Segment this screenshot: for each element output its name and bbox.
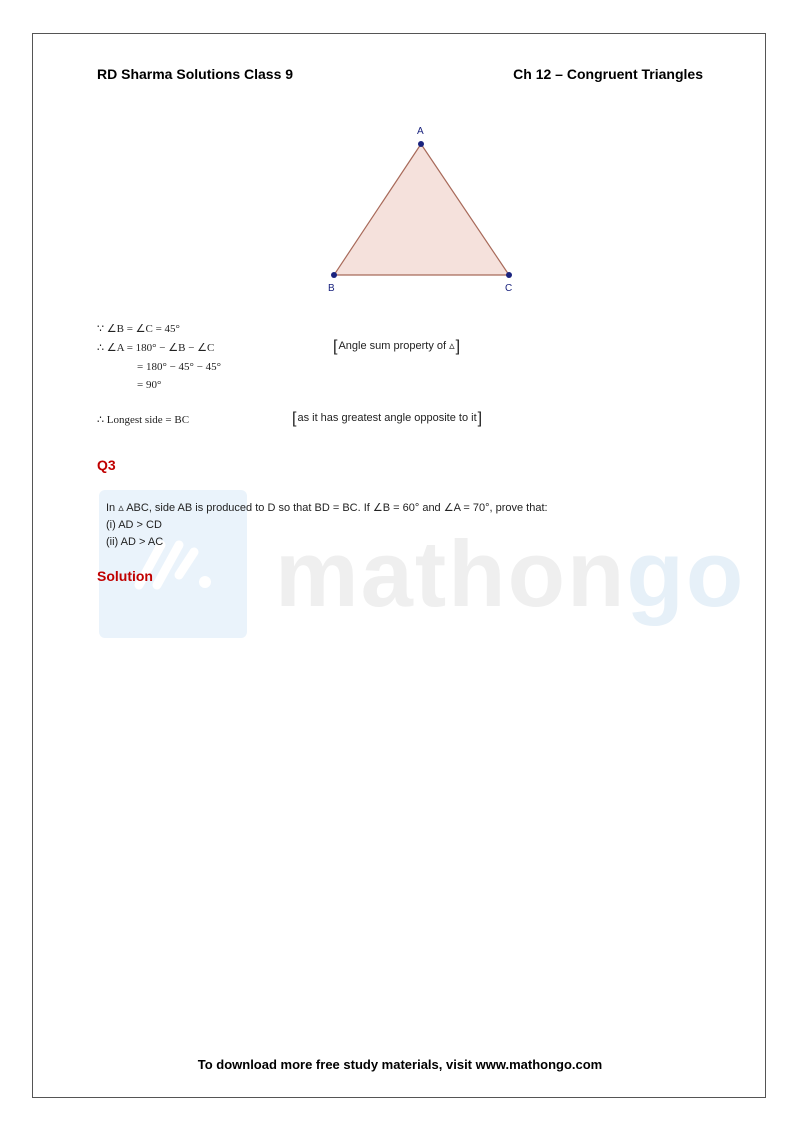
step-line-1: ∵ ∠B = ∠C = 45°: [97, 323, 180, 335]
triangle-abc: [334, 144, 509, 275]
watermark-text-main: mathon: [275, 521, 627, 626]
step-line-2: ∴ ∠A = 180° − ∠B − ∠C: [97, 342, 215, 354]
header-chapter-title: Ch 12 – Congruent Triangles: [513, 66, 703, 82]
question-statement-block: [106, 500, 548, 551]
step-line-2-reason: [ Angle sum property of ▵ ]: [333, 338, 460, 356]
triangle-figure: [320, 120, 520, 300]
vertex-a-point: [418, 141, 424, 147]
watermark-text-accent: go: [626, 521, 746, 626]
question-part-i: (i) AD > CD: [106, 519, 162, 531]
footer-note: To download more free study materials, visit www.mathongo.com: [197, 1057, 603, 1072]
question-statement: In ▵ ABC, side AB is produced to D so that BD = BC. If ∠B = 60° and ∠A = 70°, prove that:: [106, 502, 548, 514]
vertex-b-point: [331, 272, 337, 278]
solution-label: Solution: [97, 568, 153, 584]
vertex-c-label: C: [505, 283, 513, 294]
step-line-4: = 90°: [137, 379, 162, 391]
header-book-title: RD Sharma Solutions Class 9: [97, 66, 294, 82]
vertex-c-point: [506, 272, 512, 278]
question-part-ii: (ii) AD > AC: [106, 536, 164, 548]
question-label: Q3: [97, 457, 116, 473]
step-line-3: = 180° − 45° − 45°: [137, 361, 222, 373]
vertex-a-label: A: [417, 126, 424, 137]
vertex-b-label: B: [328, 283, 335, 294]
step-line-5: ∴ Longest side = BC: [97, 414, 190, 426]
step-line-5-reason: [ as it has greatest angle opposite to it ]: [292, 410, 482, 428]
